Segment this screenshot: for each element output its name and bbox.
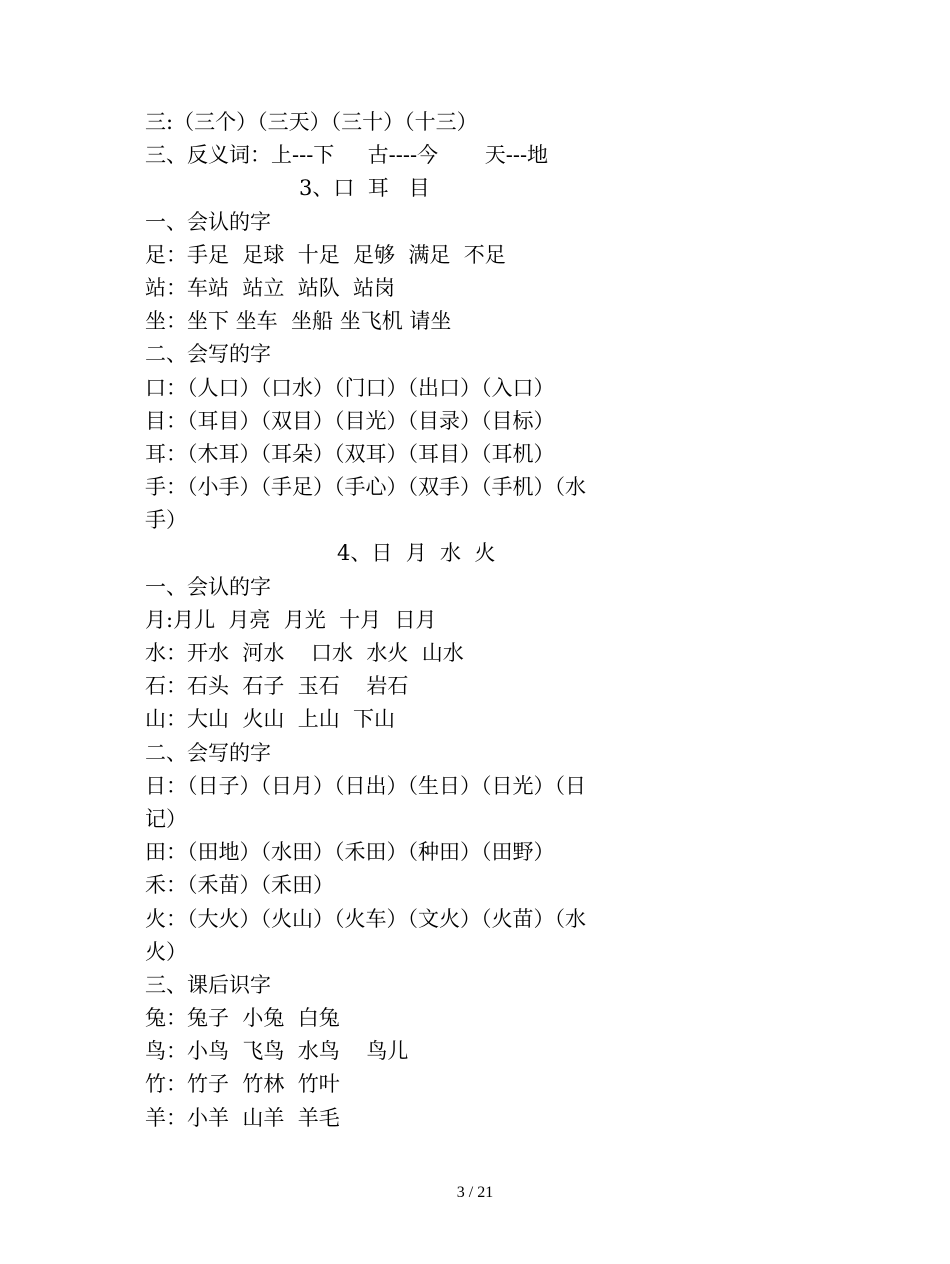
text-line: 石：石头 石子 玉石 岩石 — [145, 674, 409, 699]
text-line: 三:（三个）（三天）（三十）（十三） — [145, 110, 478, 134]
text-line: 一、会认的字 — [145, 574, 271, 599]
text-line: 坐：坐下 坐车 坐船 坐飞机 请坐 — [145, 309, 452, 334]
text-line: 三、课后识字 — [145, 972, 271, 997]
text-line: 手：（小手）（手足）（手心）（双手）（手机）（水 — [145, 475, 586, 500]
text-line: 月:月儿 月亮 月光 十月 日月 — [145, 607, 437, 632]
text-line: 一、会认的字 — [145, 209, 271, 234]
page-number: 3 / 21 — [456, 1184, 494, 1201]
text-line: 手） — [145, 508, 187, 533]
text-line: 竹：竹子 竹林 竹叶 — [145, 1072, 340, 1097]
text-line: 足：手足 足球 十足 足够 满足 不足 — [145, 242, 506, 267]
text-line: 二、会写的字 — [145, 342, 271, 367]
text-line: 兔：兔子 小兔 白兔 — [145, 1006, 340, 1031]
text-line: 水：开水 河水 口水 水火 山水 — [145, 641, 464, 665]
text-line: 羊：小羊 山羊 羊毛 — [145, 1105, 340, 1130]
document-body — [145, 106, 810, 1135]
text-line: 目：（耳目）（双目）（目光）（目录）（目标） — [145, 408, 555, 433]
text-line: 火） — [145, 939, 187, 964]
text-line: 日：（日子）（日月）（日出）（生日）（日光）（日 — [145, 773, 586, 798]
text-line: 口：（人口）（口水）（门口）（出口）（入口） — [145, 375, 555, 400]
text-line: 耳：（木耳）（耳朵）（双耳）（耳目）（耳机） — [145, 441, 555, 466]
text-line: 山：大山 火山 上山 下山 — [145, 707, 396, 732]
lesson-heading: 4、日 月 水 火 — [337, 541, 496, 566]
text-line: 二、会写的字 — [145, 740, 271, 765]
text-line: 鸟：小鸟 飞鸟 水鸟 鸟儿 — [145, 1039, 409, 1064]
text-line: 禾：（禾苗）（禾田） — [145, 873, 334, 898]
text-line: 站：车站 站立 站队 站岗 — [145, 275, 396, 300]
text-line: 记） — [145, 806, 187, 831]
lesson-heading: 3、口 耳 目 — [299, 176, 430, 201]
text-line: 火：（大火）（火山）（火车）（文火）（火苗）（水 — [145, 906, 586, 931]
text-line: 田：（田地）（水田）（禾田）（种田）（田野） — [145, 840, 555, 865]
text-line: 三、反义词：上---下 古----今 天---地 — [145, 143, 549, 168]
